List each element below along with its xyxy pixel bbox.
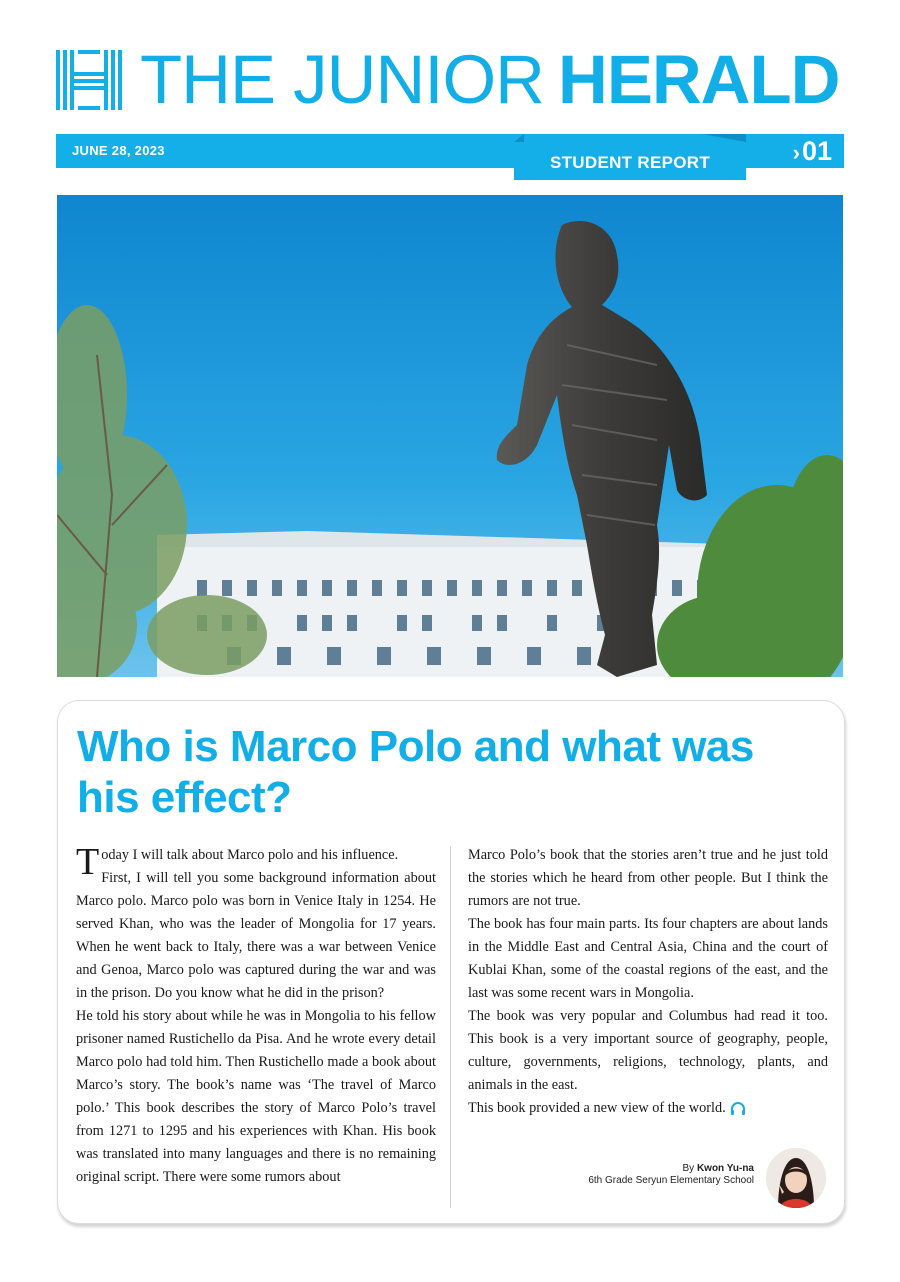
drop-cap: T (76, 841, 100, 883)
issue-band (56, 134, 844, 172)
page-number (793, 135, 832, 169)
chevron-right-icon: › (792, 140, 800, 165)
masthead-title-bold: HERALD (558, 41, 840, 118)
byline-school: 6th Grade Seryun Elementary School (588, 1175, 754, 1186)
article-card (57, 700, 845, 1224)
headphones-icon (730, 1102, 746, 1116)
article-column-right (468, 844, 828, 1120)
article-paragraph: The book was very popular and Columbus had read it too. This book is a very important source of geography, people, culture, governments, religions, technology, plants, and animals in the east. (468, 1008, 828, 1093)
article-paragraph: Marco Polo’s book that the stories aren’t true and he just told the stories which he heard from other people. But I think the rumors are not true. (468, 847, 828, 909)
article-paragraph (468, 1097, 828, 1120)
section-tab (514, 142, 746, 180)
column-divider (450, 846, 451, 1208)
masthead-title (140, 42, 840, 118)
article-paragraph: The book has four main parts. Its four chapters are about lands in the Middle East and Central Asia, China and the court of Kublai Khan, some of the coastal regions of the east, and the last was some recent wars in Mongolia. (468, 916, 828, 1001)
author-photo (766, 1148, 826, 1208)
byline-prefix: By (682, 1163, 695, 1174)
article-headline: Who is Marco Polo and what was his effect? (77, 722, 754, 822)
herald-logo-icon (56, 50, 122, 110)
marco-polo-statue-image (57, 195, 843, 677)
masthead (56, 41, 846, 118)
article-paragraph (76, 841, 436, 883)
statue-photo (57, 195, 843, 677)
tab-notch-shape (514, 134, 746, 142)
section-label: STUDENT REPORT (549, 153, 711, 172)
paragraph-text: oday I will talk about Marco polo and his influence. (101, 847, 399, 863)
author-avatar (766, 1148, 826, 1208)
article-paragraph: First, I will tell you some background information about Marco polo. Marco polo was born in Venice Italy in 1254. He served Khan, who was the leader of Mongolia for 17 years. When he went back to Italy, there was a war between Venice and Genoa, Marco polo was captured during the war and was in the prison. Do you know what he did in the prison? (76, 870, 436, 1001)
article-column-left (76, 841, 436, 1189)
paragraph-text: This book provided a new view of the world. (468, 1100, 726, 1116)
issue-date: JUNE 28, 2023 (72, 143, 165, 158)
page-number-value: 01 (801, 136, 832, 166)
masthead-title-light: THE JUNIOR (140, 41, 544, 118)
article-paragraph: He told his story about while he was in Mongolia to his fellow prisoner named Rustichello da Pisa. And he wrote every detail Marco polo had told him. Then Rustichello made a book about Marco’s story. The book’s name was ‘The travel of Marco polo.’ This book describes the story of Marco Polo’s travel from 1271 to 1295 and his experiences with Khan. His book was translated into many languages and there is no remaining original script. There were some rumors about (76, 1008, 436, 1185)
byline-author: Kwon Yu-na (696, 1163, 754, 1174)
byline (588, 1163, 754, 1187)
